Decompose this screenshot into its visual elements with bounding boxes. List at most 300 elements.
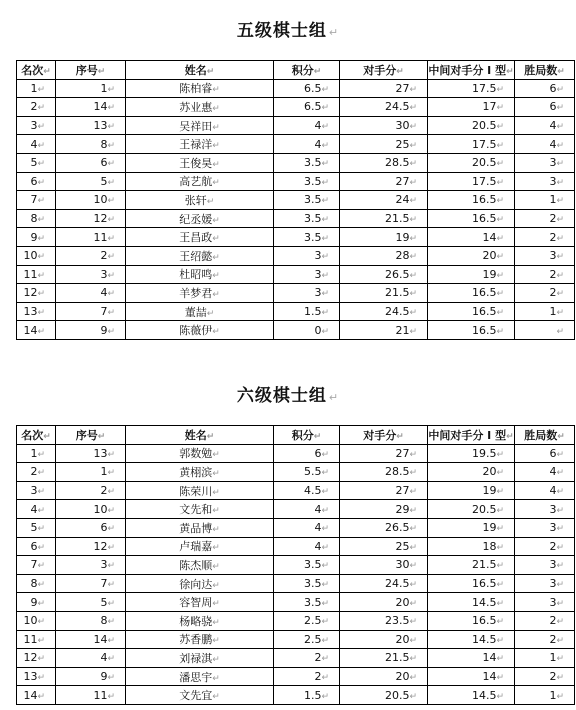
cell-mark: ↵	[556, 270, 564, 281]
table-row	[17, 611, 575, 630]
paragraph-mark: ↵	[328, 391, 340, 404]
table-row	[17, 265, 575, 284]
cell-mark: ↵	[556, 487, 564, 498]
cell-median-buchholz: 16.5↵	[428, 284, 515, 303]
cell-mark: ↵	[321, 449, 329, 460]
cell-name: 徐向达↵	[126, 574, 274, 593]
cell-wins: 3↵	[515, 172, 575, 191]
cell-mark: ↵	[556, 177, 564, 188]
cell-rank: 3↵	[17, 116, 56, 135]
cell-mark: ↵	[496, 122, 504, 133]
cell-opp-score: 27↵	[340, 79, 428, 98]
col-header-wins: 胜局数↵	[515, 426, 575, 445]
cell-mark: ↵	[409, 159, 417, 170]
cell-rank: 7↵	[17, 191, 56, 210]
cell-rank: 6↵	[17, 172, 56, 191]
cell-mark: ↵	[107, 270, 115, 281]
cell-rank: 14↵	[17, 321, 56, 340]
cell-mark: ↵	[37, 505, 45, 516]
cell-mark: ↵	[496, 542, 504, 553]
cell-rank: 2↵	[17, 463, 56, 482]
cell-wins: 1↵	[515, 191, 575, 210]
cell-mark: ↵	[556, 654, 564, 665]
cell-mark: ↵	[556, 159, 564, 170]
cell-mark: ↵	[556, 84, 564, 95]
cell-mark: ↵	[409, 270, 417, 281]
cell-opp-score: 27↵	[340, 444, 428, 463]
cell-mark: ↵	[107, 468, 115, 479]
cell-name: 苏业惠↵	[126, 98, 274, 117]
cell-rank: 5↵	[17, 518, 56, 537]
cell-median-buchholz: 20↵	[428, 246, 515, 265]
col-header-median-buchholz: 中间对手分 I 型↵	[428, 61, 515, 80]
cell-mark: ↵	[321, 159, 329, 170]
cell-mark: ↵	[212, 289, 220, 300]
cell-median-buchholz: 17.5↵	[428, 172, 515, 191]
cell-mark: ↵	[556, 215, 564, 226]
cell-median-buchholz: 20.5↵	[428, 153, 515, 172]
table-row	[17, 153, 575, 172]
standings-table-grade6	[16, 425, 575, 705]
cell-mark: ↵	[212, 159, 220, 170]
cell-seed: 5↵	[56, 172, 126, 191]
cell-seed: 3↵	[56, 265, 126, 284]
cell-mark: ↵	[212, 654, 220, 665]
cell-mark: ↵	[37, 289, 45, 300]
cell-mark: ↵	[37, 561, 45, 572]
cell-wins: 3↵	[515, 153, 575, 172]
cell-name: 陈薇伊↵	[126, 321, 274, 340]
cell-mark: ↵	[212, 636, 220, 647]
cell-score: 4↵	[274, 537, 340, 556]
cell-mark: ↵	[321, 691, 329, 702]
cell-median-buchholz: 14.5↵	[428, 686, 515, 705]
cell-score: 6↵	[274, 444, 340, 463]
cell-mark: ↵	[107, 487, 115, 498]
table-row	[17, 172, 575, 191]
cell-mark: ↵	[107, 84, 115, 95]
cell-mark: ↵	[212, 599, 220, 610]
col-header-seed: 序号↵	[56, 61, 126, 80]
cell-opp-score: 24.5↵	[340, 98, 428, 117]
cell-opp-score: 28↵	[340, 246, 428, 265]
cell-opp-score: 28.5↵	[340, 153, 428, 172]
section-title-text: 六级棋士组	[236, 386, 327, 406]
cell-name: 王昌政↵	[126, 228, 274, 247]
cell-mark: ↵	[212, 327, 220, 338]
cell-mark: ↵	[556, 691, 564, 702]
cell-mark: ↵	[107, 505, 115, 516]
cell-score: 1.5↵	[274, 686, 340, 705]
cell-opp-score: 25↵	[340, 537, 428, 556]
cell-mark: ↵	[409, 177, 417, 188]
cell-mark: ↵	[556, 580, 564, 591]
cell-mark: ↵	[321, 308, 329, 319]
cell-mark: ↵	[37, 270, 45, 281]
cell-mark: ↵	[37, 487, 45, 498]
cell-wins: 6↵	[515, 444, 575, 463]
table-row	[17, 500, 575, 519]
cell-rank: 2↵	[17, 98, 56, 117]
cell-wins: 4↵	[515, 463, 575, 482]
cell-name: 卢瑞嘉↵	[126, 537, 274, 556]
cell-rank: 12↵	[17, 284, 56, 303]
cell-name: 张轩↵	[126, 191, 274, 210]
cell-wins: 4↵	[515, 481, 575, 500]
cell-wins: 2↵	[515, 265, 575, 284]
cell-mark: ↵	[556, 252, 564, 263]
cell-score: 2.5↵	[274, 611, 340, 630]
table-row	[17, 135, 575, 154]
cell-mark: ↵	[556, 542, 564, 553]
cell-mark: ↵	[496, 270, 504, 281]
cell-score: 3.5↵	[274, 228, 340, 247]
cell-seed: 6↵	[56, 153, 126, 172]
cell-mark: ↵	[396, 66, 404, 77]
cell-mark: ↵	[556, 140, 564, 151]
table-row	[17, 537, 575, 556]
cell-mark: ↵	[107, 159, 115, 170]
cell-name: 潘思宇↵	[126, 667, 274, 686]
cell-mark: ↵	[107, 196, 115, 207]
cell-mark: ↵	[409, 598, 417, 609]
cell-wins: 1↵	[515, 686, 575, 705]
cell-mark: ↵	[496, 84, 504, 95]
cell-mark: ↵	[409, 289, 417, 300]
cell-opp-score: 24.5↵	[340, 574, 428, 593]
cell-mark: ↵	[556, 524, 564, 535]
cell-mark: ↵	[37, 524, 45, 535]
table-row	[17, 686, 575, 705]
cell-mark: ↵	[409, 449, 417, 460]
cell-rank: 10↵	[17, 246, 56, 265]
cell-mark: ↵	[321, 177, 329, 188]
table-row	[17, 98, 575, 117]
cell-mark: ↵	[496, 140, 504, 151]
cell-name: 吴祥田↵	[126, 116, 274, 135]
cell-mark: ↵	[409, 580, 417, 591]
col-header-name: 姓名↵	[126, 61, 274, 80]
cell-seed: 9↵	[56, 667, 126, 686]
cell-score: 4↵	[274, 500, 340, 519]
cell-name: 陈杰顺↵	[126, 556, 274, 575]
cell-seed: 12↵	[56, 209, 126, 228]
cell-wins: 3↵	[515, 246, 575, 265]
cell-name: 杨略骁↵	[126, 611, 274, 630]
table-row	[17, 593, 575, 612]
cell-opp-score: 21.5↵	[340, 649, 428, 668]
cell-seed: 7↵	[56, 302, 126, 321]
cell-mark: ↵	[321, 635, 329, 646]
cell-mark: ↵	[321, 233, 329, 244]
cell-mark: ↵	[556, 122, 564, 133]
cell-rank: 13↵	[17, 667, 56, 686]
cell-name: 高艺航↵	[126, 172, 274, 191]
cell-mark: ↵	[409, 468, 417, 479]
cell-mark: ↵	[37, 673, 45, 684]
cell-median-buchholz: 14.5↵	[428, 630, 515, 649]
cell-mark: ↵	[409, 233, 417, 244]
cell-score: 4↵	[274, 116, 340, 135]
table-row	[17, 481, 575, 500]
cell-rank: 9↵	[17, 228, 56, 247]
cell-wins: 2↵	[515, 630, 575, 649]
cell-rank: 13↵	[17, 302, 56, 321]
cell-mark: ↵	[37, 122, 45, 133]
cell-mark: ↵	[496, 449, 504, 460]
cell-mark: ↵	[37, 103, 45, 114]
cell-mark: ↵	[212, 85, 220, 96]
cell-median-buchholz: 17.5↵	[428, 79, 515, 98]
cell-name: 黄品博↵	[126, 518, 274, 537]
table-row	[17, 630, 575, 649]
cell-name: 王俊昊↵	[126, 153, 274, 172]
cell-score: 3.5↵	[274, 209, 340, 228]
cell-opp-score: 25↵	[340, 135, 428, 154]
standings-table-grade5	[16, 60, 575, 340]
cell-seed: 8↵	[56, 135, 126, 154]
cell-score: 4.5↵	[274, 481, 340, 500]
cell-mark: ↵	[107, 673, 115, 684]
table-row	[17, 649, 575, 668]
cell-score: 4↵	[274, 518, 340, 537]
cell-mark: ↵	[107, 654, 115, 665]
cell-seed: 3↵	[56, 556, 126, 575]
cell-mark: ↵	[409, 542, 417, 553]
cell-mark: ↵	[321, 580, 329, 591]
cell-mark: ↵	[409, 326, 417, 337]
table-row	[17, 556, 575, 575]
table-row	[17, 321, 575, 340]
cell-rank: 7↵	[17, 556, 56, 575]
cell-score: 0↵	[274, 321, 340, 340]
cell-mark: ↵	[506, 66, 514, 77]
cell-wins: 3↵	[515, 593, 575, 612]
cell-wins	[515, 321, 575, 340]
cell-mark: ↵	[496, 691, 504, 702]
cell-name: 文先宜↵	[126, 686, 274, 705]
cell-mark: ↵	[212, 673, 220, 684]
cell-mark: ↵	[556, 561, 564, 572]
cell-mark: ↵	[212, 561, 220, 572]
cell-mark: ↵	[212, 524, 220, 535]
cell-mark: ↵	[107, 308, 115, 319]
cell-opp-score: 24↵	[340, 191, 428, 210]
cell-mark: ↵	[556, 196, 564, 207]
cell-mark: ↵	[321, 542, 329, 553]
cell-opp-score: 27↵	[340, 481, 428, 500]
cell-mark: ↵	[496, 252, 504, 263]
cell-median-buchholz: 14.5↵	[428, 593, 515, 612]
cell-mark: ↵	[212, 178, 220, 189]
cell-mark: ↵	[212, 103, 220, 114]
cell-opp-score: 26.5↵	[340, 265, 428, 284]
col-header-opp-score: 对手分↵	[340, 61, 428, 80]
cell-seed: 11↵	[56, 686, 126, 705]
section-title-grade6	[0, 381, 576, 406]
cell-wins: 4↵	[515, 135, 575, 154]
cell-name: 容智周↵	[126, 593, 274, 612]
cell-score: 2↵	[274, 667, 340, 686]
cell-mark: ↵	[107, 177, 115, 188]
table-row	[17, 667, 575, 686]
cell-name: 陈柏睿↵	[126, 79, 274, 98]
col-header-score: 积分↵	[274, 426, 340, 445]
cell-mark: ↵	[107, 103, 115, 114]
cell-mark: ↵	[107, 580, 115, 591]
cell-seed: 14↵	[56, 630, 126, 649]
cell-rank: 3↵	[17, 481, 56, 500]
cell-mark: ↵	[496, 159, 504, 170]
cell-mark: ↵	[107, 561, 115, 572]
cell-mark: ↵	[212, 141, 220, 152]
cell-mark: ↵	[212, 234, 220, 245]
cell-mark: ↵	[107, 233, 115, 244]
cell-mark: ↵	[409, 487, 417, 498]
cell-mark: ↵	[556, 289, 564, 300]
cell-mark: ↵	[496, 673, 504, 684]
cell-mark: ↵	[496, 308, 504, 319]
cell-mark: ↵	[409, 524, 417, 535]
cell-mark: ↵	[321, 617, 329, 628]
cell-score: 6.5↵	[274, 79, 340, 98]
cell-mark: ↵	[321, 140, 329, 151]
cell-score: 3.5↵	[274, 153, 340, 172]
cell-mark: ↵	[506, 431, 514, 442]
cell-mark: ↵	[321, 487, 329, 498]
cell-mark: ↵	[37, 159, 45, 170]
cell-score: 3.5↵	[274, 172, 340, 191]
cell-mark: ↵	[206, 431, 215, 442]
cell-mark: ↵	[409, 308, 417, 319]
cell-mark: ↵	[107, 635, 115, 646]
cell-mark: ↵	[37, 215, 45, 226]
cell-name: 郭数勉↵	[126, 444, 274, 463]
cell-rank: 12↵	[17, 649, 56, 668]
section-title-grade5	[0, 16, 576, 41]
cell-score: 3↵	[274, 265, 340, 284]
cell-mark: ↵	[496, 103, 504, 114]
cell-mark: ↵	[321, 122, 329, 133]
cell-score: 3.5↵	[274, 574, 340, 593]
cell-rank: 6↵	[17, 537, 56, 556]
cell-median-buchholz: 19↵	[428, 481, 515, 500]
cell-mark: ↵	[409, 84, 417, 95]
cell-seed: 4↵	[56, 649, 126, 668]
cell-mark: ↵	[107, 691, 115, 702]
cell-rank: 11↵	[17, 630, 56, 649]
cell-median-buchholz: 16.5↵	[428, 302, 515, 321]
cell-score: 3↵	[274, 246, 340, 265]
cell-mark: ↵	[37, 654, 45, 665]
cell-seed: 11↵	[56, 228, 126, 247]
table-header-row	[17, 61, 575, 80]
cell-mark: ↵	[212, 468, 220, 479]
cell-mark: ↵	[37, 580, 45, 591]
cell-mark: ↵	[107, 122, 115, 133]
cell-mark: ↵	[409, 196, 417, 207]
cell-mark: ↵	[212, 692, 220, 703]
table-row	[17, 191, 575, 210]
cell-median-buchholz: 19.5↵	[428, 444, 515, 463]
cell-mark: ↵	[37, 252, 45, 263]
cell-mark: ↵	[496, 561, 504, 572]
cell-mark: ↵	[496, 468, 504, 479]
cell-seed: 5↵	[56, 593, 126, 612]
cell-median-buchholz: 14↵	[428, 228, 515, 247]
cell-seed: 4↵	[56, 284, 126, 303]
cell-score: 5.5↵	[274, 463, 340, 482]
cell-opp-score: 24.5↵	[340, 302, 428, 321]
cell-median-buchholz: 16.5↵	[428, 321, 515, 340]
cell-name: 杜昭鸣↵	[126, 265, 274, 284]
cell-median-buchholz: 20.5↵	[428, 500, 515, 519]
cell-mark: ↵	[107, 252, 115, 263]
cell-mark: ↵	[206, 196, 215, 207]
table-row	[17, 79, 575, 98]
cell-mark: ↵	[107, 598, 115, 609]
cell-mark: ↵	[409, 635, 417, 646]
cell-seed: 7↵	[56, 574, 126, 593]
cell-wins: 3↵	[515, 500, 575, 519]
col-header-rank: 名次↵	[17, 426, 56, 445]
table-row	[17, 463, 575, 482]
cell-mark: ↵	[212, 450, 220, 461]
cell-wins: 2↵	[515, 228, 575, 247]
cell-mark: ↵	[212, 271, 220, 282]
cell-seed: 9↵	[56, 321, 126, 340]
cell-mark: ↵	[37, 308, 45, 319]
cell-wins: 4↵	[515, 116, 575, 135]
cell-rank: 1↵	[17, 79, 56, 98]
cell-mark: ↵	[43, 431, 51, 442]
cell-mark: ↵	[107, 215, 115, 226]
cell-median-buchholz: 18↵	[428, 537, 515, 556]
section-title-text: 五级棋士组	[236, 21, 327, 41]
cell-seed: 13↵	[56, 116, 126, 135]
cell-mark: ↵	[206, 308, 215, 319]
cell-median-buchholz: 19↵	[428, 265, 515, 284]
cell-score: 1.5↵	[274, 302, 340, 321]
cell-mark: ↵	[556, 635, 564, 646]
cell-mark: ↵	[396, 431, 404, 442]
col-header-score: 积分↵	[274, 61, 340, 80]
cell-seed: 6↵	[56, 518, 126, 537]
cell-wins: 6↵	[515, 79, 575, 98]
col-header-opp-score: 对手分↵	[340, 426, 428, 445]
cell-name: 刘禄淇↵	[126, 649, 274, 668]
cell-mark: ↵	[43, 66, 51, 77]
table-row	[17, 444, 575, 463]
cell-score: 2.5↵	[274, 630, 340, 649]
cell-seed: 13↵	[56, 444, 126, 463]
cell-mark: ↵	[409, 617, 417, 628]
cell-wins: 1↵	[515, 649, 575, 668]
col-header-name: 姓名↵	[126, 426, 274, 445]
cell-wins: 2↵	[515, 284, 575, 303]
cell-mark: ↵	[37, 140, 45, 151]
cell-seed: 1↵	[56, 79, 126, 98]
cell-mark: ↵	[556, 505, 564, 516]
cell-mark: ↵	[107, 524, 115, 535]
cell-mark: ↵	[321, 468, 329, 479]
cell-wins: 2↵	[515, 537, 575, 556]
cell-mark: ↵	[97, 66, 106, 77]
cell-mark: ↵	[321, 252, 329, 263]
cell-mark: ↵	[496, 524, 504, 535]
cell-seed: 8↵	[56, 611, 126, 630]
cell-score: 3↵	[274, 284, 340, 303]
